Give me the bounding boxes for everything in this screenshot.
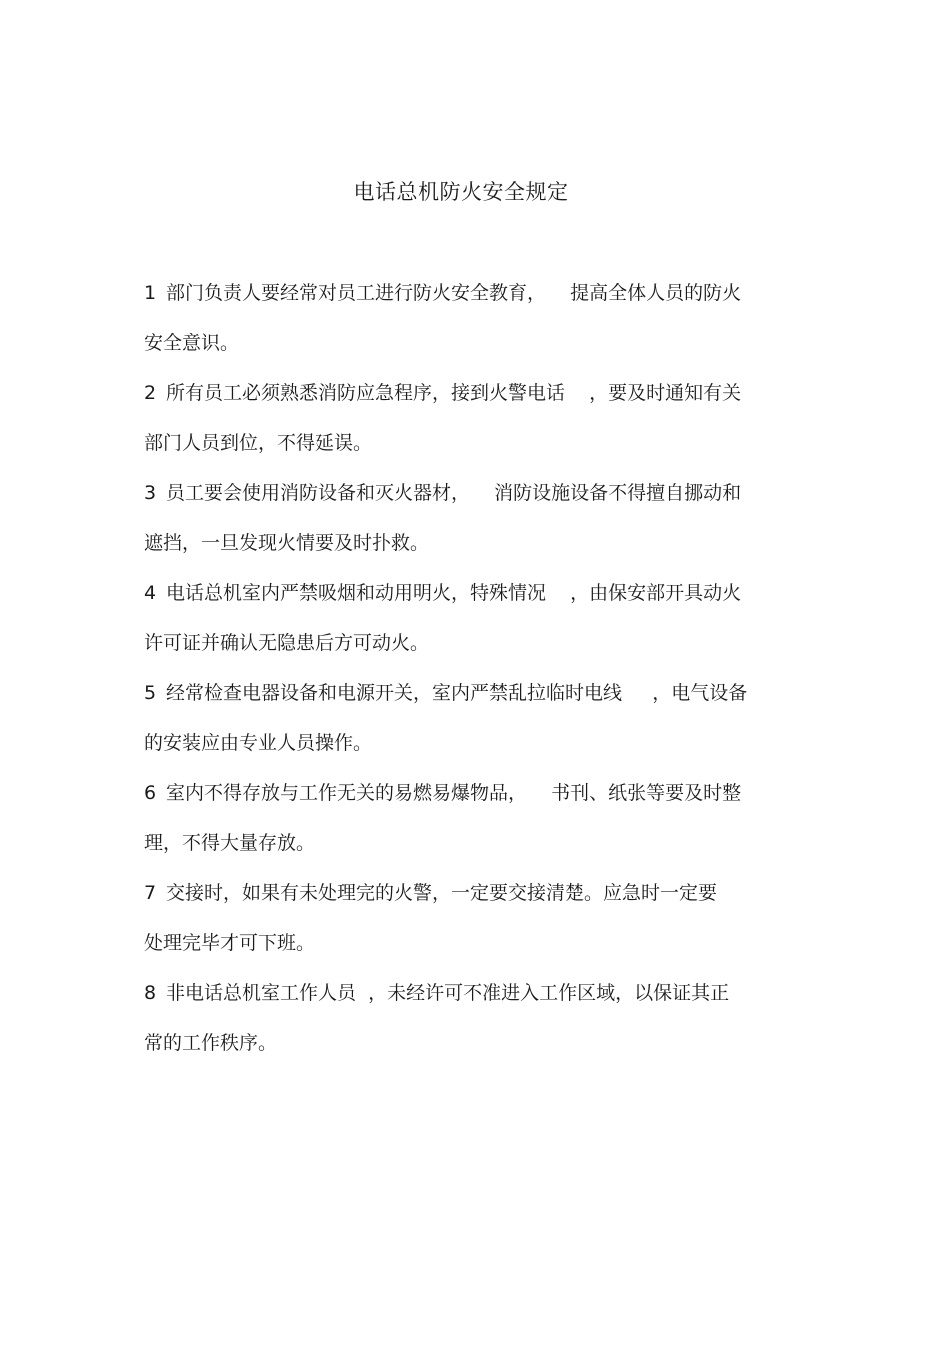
clause-line bbox=[144, 776, 809, 826]
clause-continuation: 遮挡，一旦发现火情要及时扑救。 bbox=[144, 532, 430, 554]
clause-line bbox=[144, 576, 809, 626]
clause-number: 8 bbox=[144, 982, 157, 1004]
clause-continuation: 的安装应由专业人员操作。 bbox=[144, 732, 373, 754]
clause-7 bbox=[144, 876, 809, 976]
clause-number: 6 bbox=[144, 782, 157, 804]
clause-text: 电话总机室内严禁吸烟和动用明火，特殊情况 ，由保安部开具动火 bbox=[166, 582, 742, 604]
clause-number: 3 bbox=[144, 482, 157, 504]
clause-line bbox=[144, 276, 809, 326]
clause-number: 2 bbox=[144, 382, 157, 404]
clause-text: 交接时，如果有未处理完的火警，一定要交接清楚。应急时一定要 bbox=[166, 882, 718, 904]
clause-number: 5 bbox=[144, 682, 157, 704]
clause-4 bbox=[144, 576, 809, 676]
clause-continuation: 许可证并确认无隐患后方可动火。 bbox=[144, 632, 430, 654]
clause-6 bbox=[144, 776, 809, 876]
clause-text: 员工要会使用消防设备和灭火器材， 消防设施设备不得擅自挪动和 bbox=[166, 482, 742, 504]
clause-8 bbox=[144, 976, 809, 1076]
clause-continuation: 理，不得大量存放。 bbox=[144, 832, 316, 854]
regulation-list bbox=[144, 276, 809, 1076]
clause-2 bbox=[144, 376, 809, 476]
clause-text: 非电话总机室工作人员 ，未经许可不准进入工作区域，以保证其正 bbox=[166, 982, 730, 1004]
clause-text: 部门负责人要经常对员工进行防火安全教育， 提高全体人员的防火 bbox=[166, 282, 742, 304]
clause-number: 1 bbox=[144, 282, 157, 304]
clause-text: 所有员工必须熟悉消防应急程序，接到火警电话 ，要及时通知有关 bbox=[166, 382, 742, 404]
clause-continuation: 处理完毕才可下班。 bbox=[144, 932, 316, 954]
clause-5 bbox=[144, 676, 809, 776]
clause-line bbox=[144, 476, 809, 526]
clause-line bbox=[144, 676, 809, 726]
clause-1 bbox=[144, 276, 809, 376]
clause-line bbox=[144, 976, 809, 1026]
clause-continuation: 常的工作秩序。 bbox=[144, 1032, 278, 1054]
document-title: 电话总机防火安全规定 bbox=[353, 180, 569, 204]
clause-continuation: 部门人员到位，不得延误。 bbox=[144, 432, 373, 454]
clause-text: 经常检查电器设备和电源开关，室内严禁乱拉临时电线 ，电气设备 bbox=[166, 682, 748, 704]
clause-3 bbox=[144, 476, 809, 576]
clause-continuation: 安全意识。 bbox=[144, 332, 240, 354]
clause-number: 7 bbox=[144, 882, 157, 904]
clause-text: 室内不得存放与工作无关的易燃易爆物品， 书刊、纸张等要及时整 bbox=[166, 782, 742, 804]
clause-line bbox=[144, 376, 809, 426]
clause-number: 4 bbox=[144, 582, 157, 604]
clause-line bbox=[144, 876, 809, 926]
